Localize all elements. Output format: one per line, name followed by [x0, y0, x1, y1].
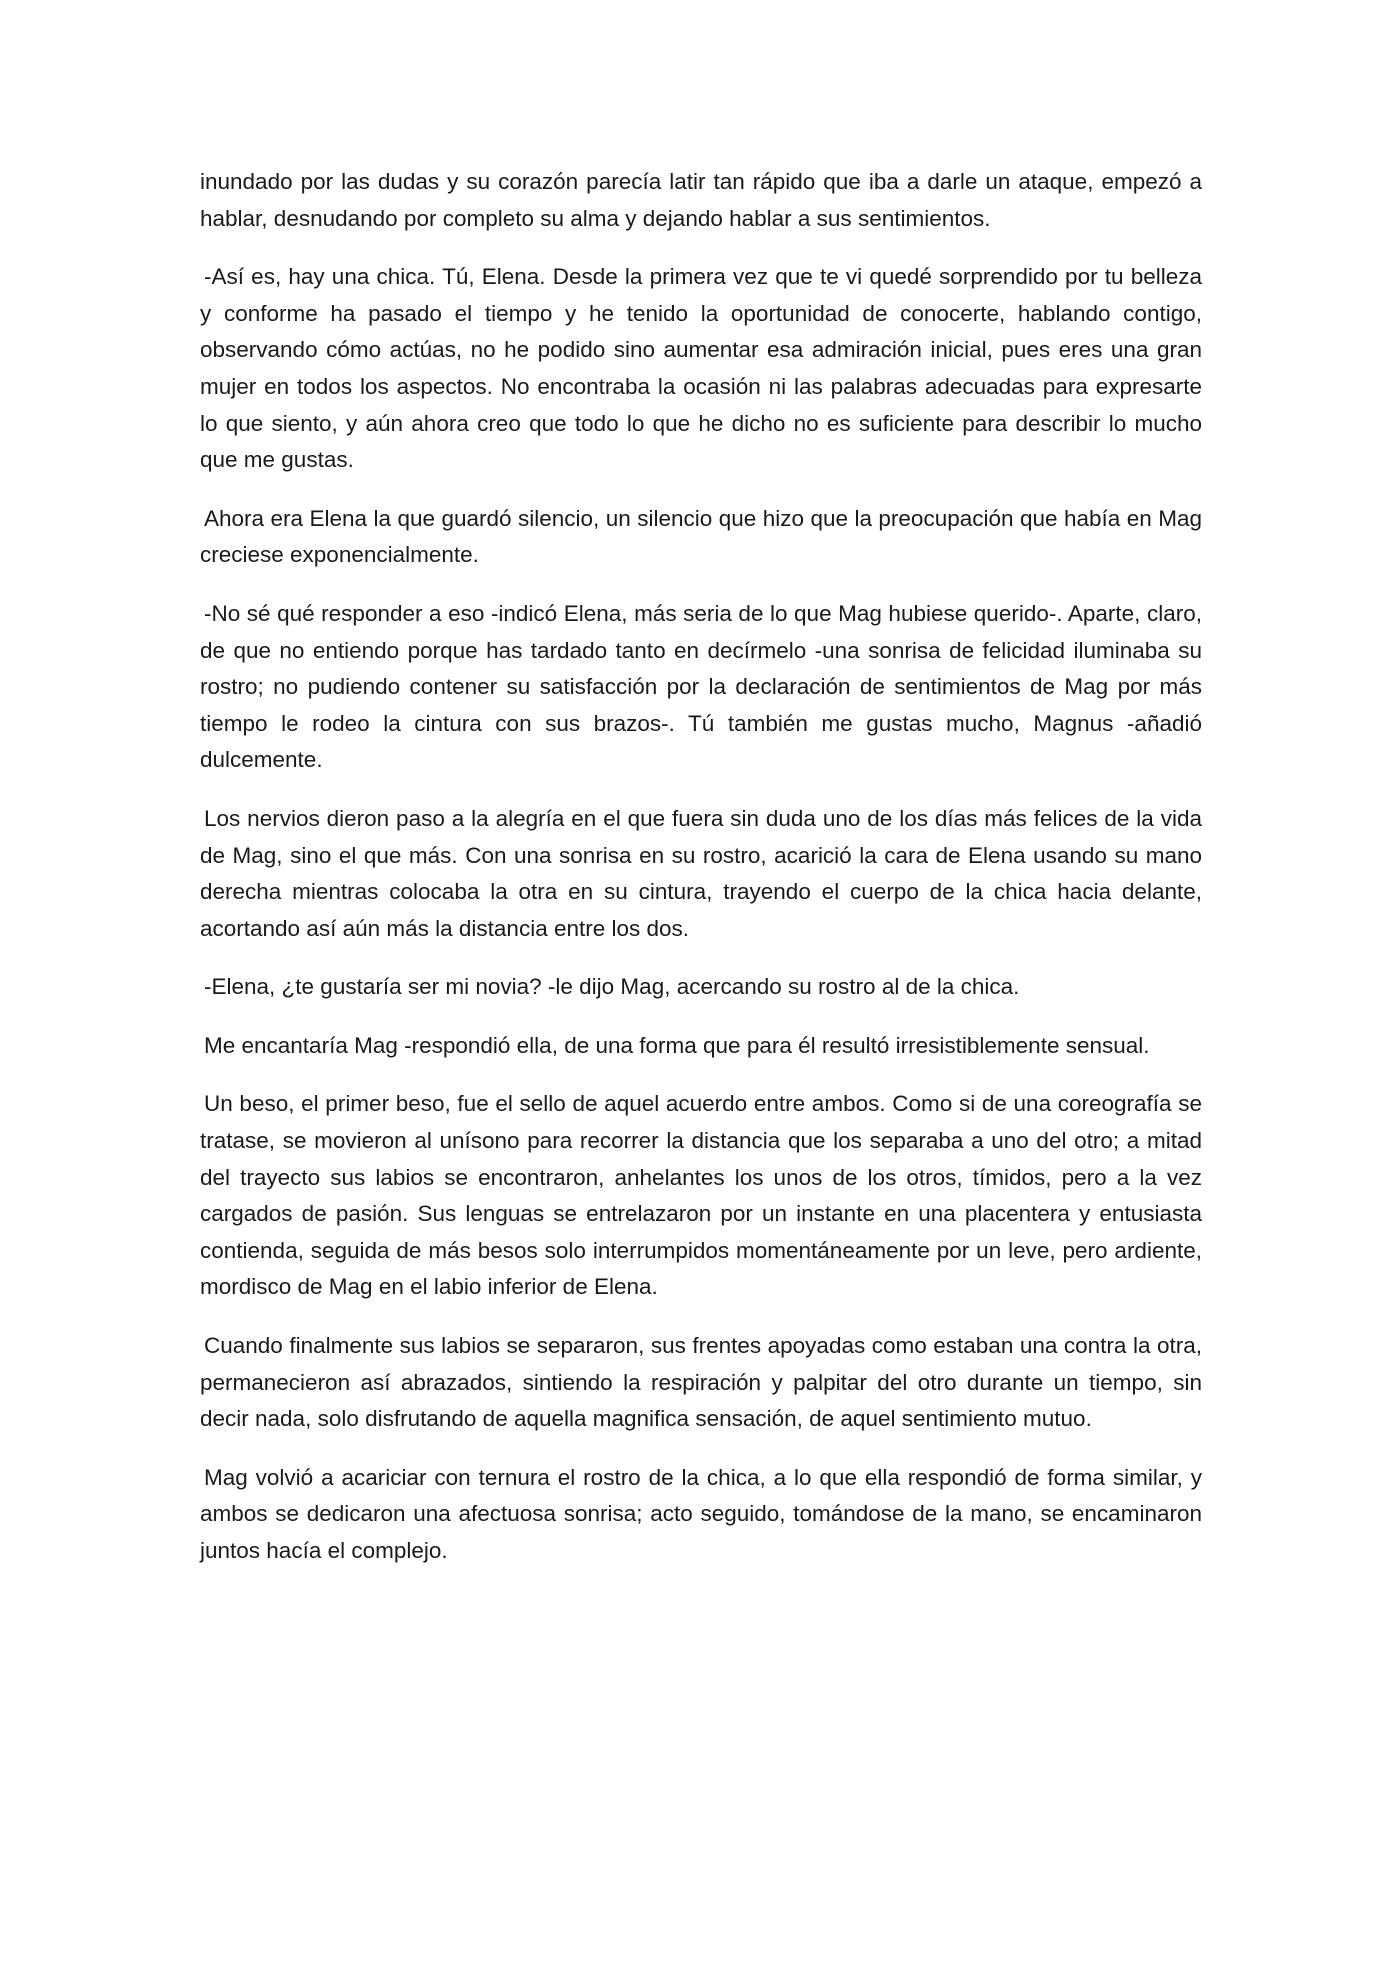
body-text	[200, 164, 1202, 1592]
paragraph-8: Un beso, el primer beso, fue el sello de aquel acuerdo entre ambos. Como si de una coreografía se tratase, se movieron al unísono para recorrer la distancia que los separaba a uno del otro; a mitad del trayecto sus labios se encontraron, anhelantes los unos de los otros, tímidos, pero a la vez cargados de pasión. Sus lenguas se entrelazaron por un instante en una placentera y entusiasta contienda, seguida de más besos solo interrumpidos momentáneamente por un leve, pero ardiente, mordisco de Mag en el labio inferior de Elena.	[200, 1091, 1202, 1300]
paragraph-9: Cuando finalmente sus labios se separaron, sus frentes apoyadas como estaban una contra la otra, permanecieron así abrazados, sintiendo la respiración y palpitar del otro durante un tiempo, sin decir nada, solo disfrutando de aquella magnifica sensación, de aquel sentimiento mutuo.	[200, 1333, 1202, 1432]
paragraph-10: Mag volvió a acariciar con ternura el rostro de la chica, a lo que ella respondió de forma similar, y ambos se dedicaron una afectuosa sonrisa; acto seguido, tomándose de la mano, se encaminaron juntos hacía el complejo.	[200, 1464, 1202, 1563]
paragraph-6: -Elena, ¿te gustaría ser mi novia? -le dijo Mag, acercando su rostro al de la chica.	[204, 974, 1020, 1000]
paragraph-1: inundado por las dudas y su corazón parecía latir tan rápido que iba a darle un ataque, empezó a hablar, desnudando por completo su alma y dejando hablar a sus sentimientos.	[200, 169, 1202, 231]
paragraph-3: Ahora era Elena la que guardó silencio, un silencio que hizo que la preocupación que había en Mag creciese exponencialmente.	[200, 505, 1202, 568]
paragraph-2: -Así es, hay una chica. Tú, Elena. Desde la primera vez que te vi quedé sorprendido por tu belleza y conforme ha pasado el tiempo y he tenido la oportunidad de conocerte, hablando contigo, observando cómo actúas, no he podido sino aumentar esa admiración inicial, pues eres una gran mujer en todos los aspectos. No encontraba la ocasión ni las palabras adecuadas para expresarte lo que siento, y aún ahora creo que todo lo que he dicho no es suficiente para describir lo mucho que me gustas.	[200, 264, 1202, 473]
paragraph-4: -No sé qué responder a eso -indicó Elena, más seria de lo que Mag hubiese querido-. Aparte, claro, de que no entiendo porque has tardado tanto en decírmelo -una sonrisa de felicidad iluminaba su rostro; no pudiendo contener su satisfacción por la declaración de sentimientos de Mag por más tiempo le rodeo la cintura con sus brazos-. Tú también me gustas mucho, Magnus -añadió dulcemente.	[200, 600, 1202, 773]
paragraph-7: Me encantaría Mag -respondió ella, de una forma que para él resultó irresistiblemente sensual.	[204, 1032, 1150, 1058]
paragraph-5: Los nervios dieron paso a la alegría en el que fuera sin duda uno de los días más felices de la vida de Mag, sino el que más. Con una sonrisa en su rostro, acarició la cara de Elena usando su mano derecha mientras colocaba la otra en su cintura, trayendo el cuerpo de la chica hacia delante, acortando así aún más la distancia entre los dos.	[200, 805, 1202, 941]
